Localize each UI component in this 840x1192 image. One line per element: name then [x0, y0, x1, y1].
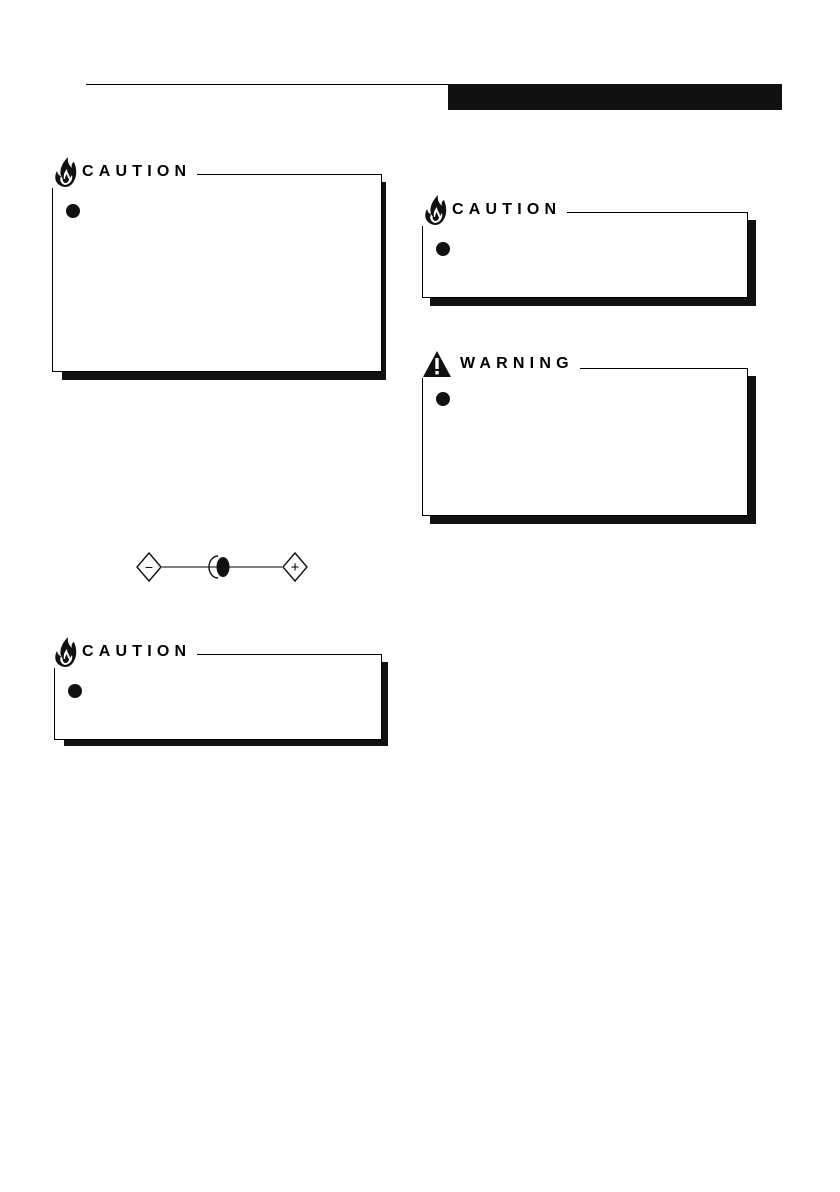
flame-icon — [52, 636, 78, 668]
notice-bullet — [68, 684, 82, 698]
exclamation-triangle-icon — [422, 350, 452, 378]
notice-header-line — [192, 654, 382, 655]
notice-bullet — [436, 392, 450, 406]
notice-label: CAUTION — [452, 201, 562, 218]
notice-header — [422, 350, 580, 378]
negative-terminal — [137, 553, 161, 581]
notice-bullet — [436, 242, 450, 256]
positive-symbol: + — [290, 559, 300, 576]
notice-header — [52, 156, 197, 188]
notice-label: CAUTION — [82, 163, 192, 180]
notice-bullet — [66, 204, 80, 218]
notice-box — [422, 368, 748, 516]
positive-terminal — [283, 553, 307, 581]
warning-notice-1 — [422, 350, 760, 530]
flame-icon — [422, 194, 448, 226]
notice-header-line — [192, 174, 382, 175]
caution-notice-3 — [52, 636, 392, 752]
header-bar — [448, 84, 782, 110]
notice-label: CAUTION — [82, 643, 192, 660]
flame-icon — [52, 156, 78, 188]
caution-notice-1 — [52, 156, 392, 386]
polarity-diagram — [136, 551, 308, 583]
notice-label: WARNING — [460, 355, 574, 372]
caution-notice-2 — [422, 194, 760, 312]
notice-header-line — [582, 368, 748, 369]
notice-header — [52, 636, 197, 668]
negative-symbol: − — [144, 559, 154, 575]
notice-box — [52, 174, 382, 372]
header-rule — [86, 84, 448, 85]
notice-header — [422, 194, 567, 226]
notice-header-line — [562, 212, 748, 213]
